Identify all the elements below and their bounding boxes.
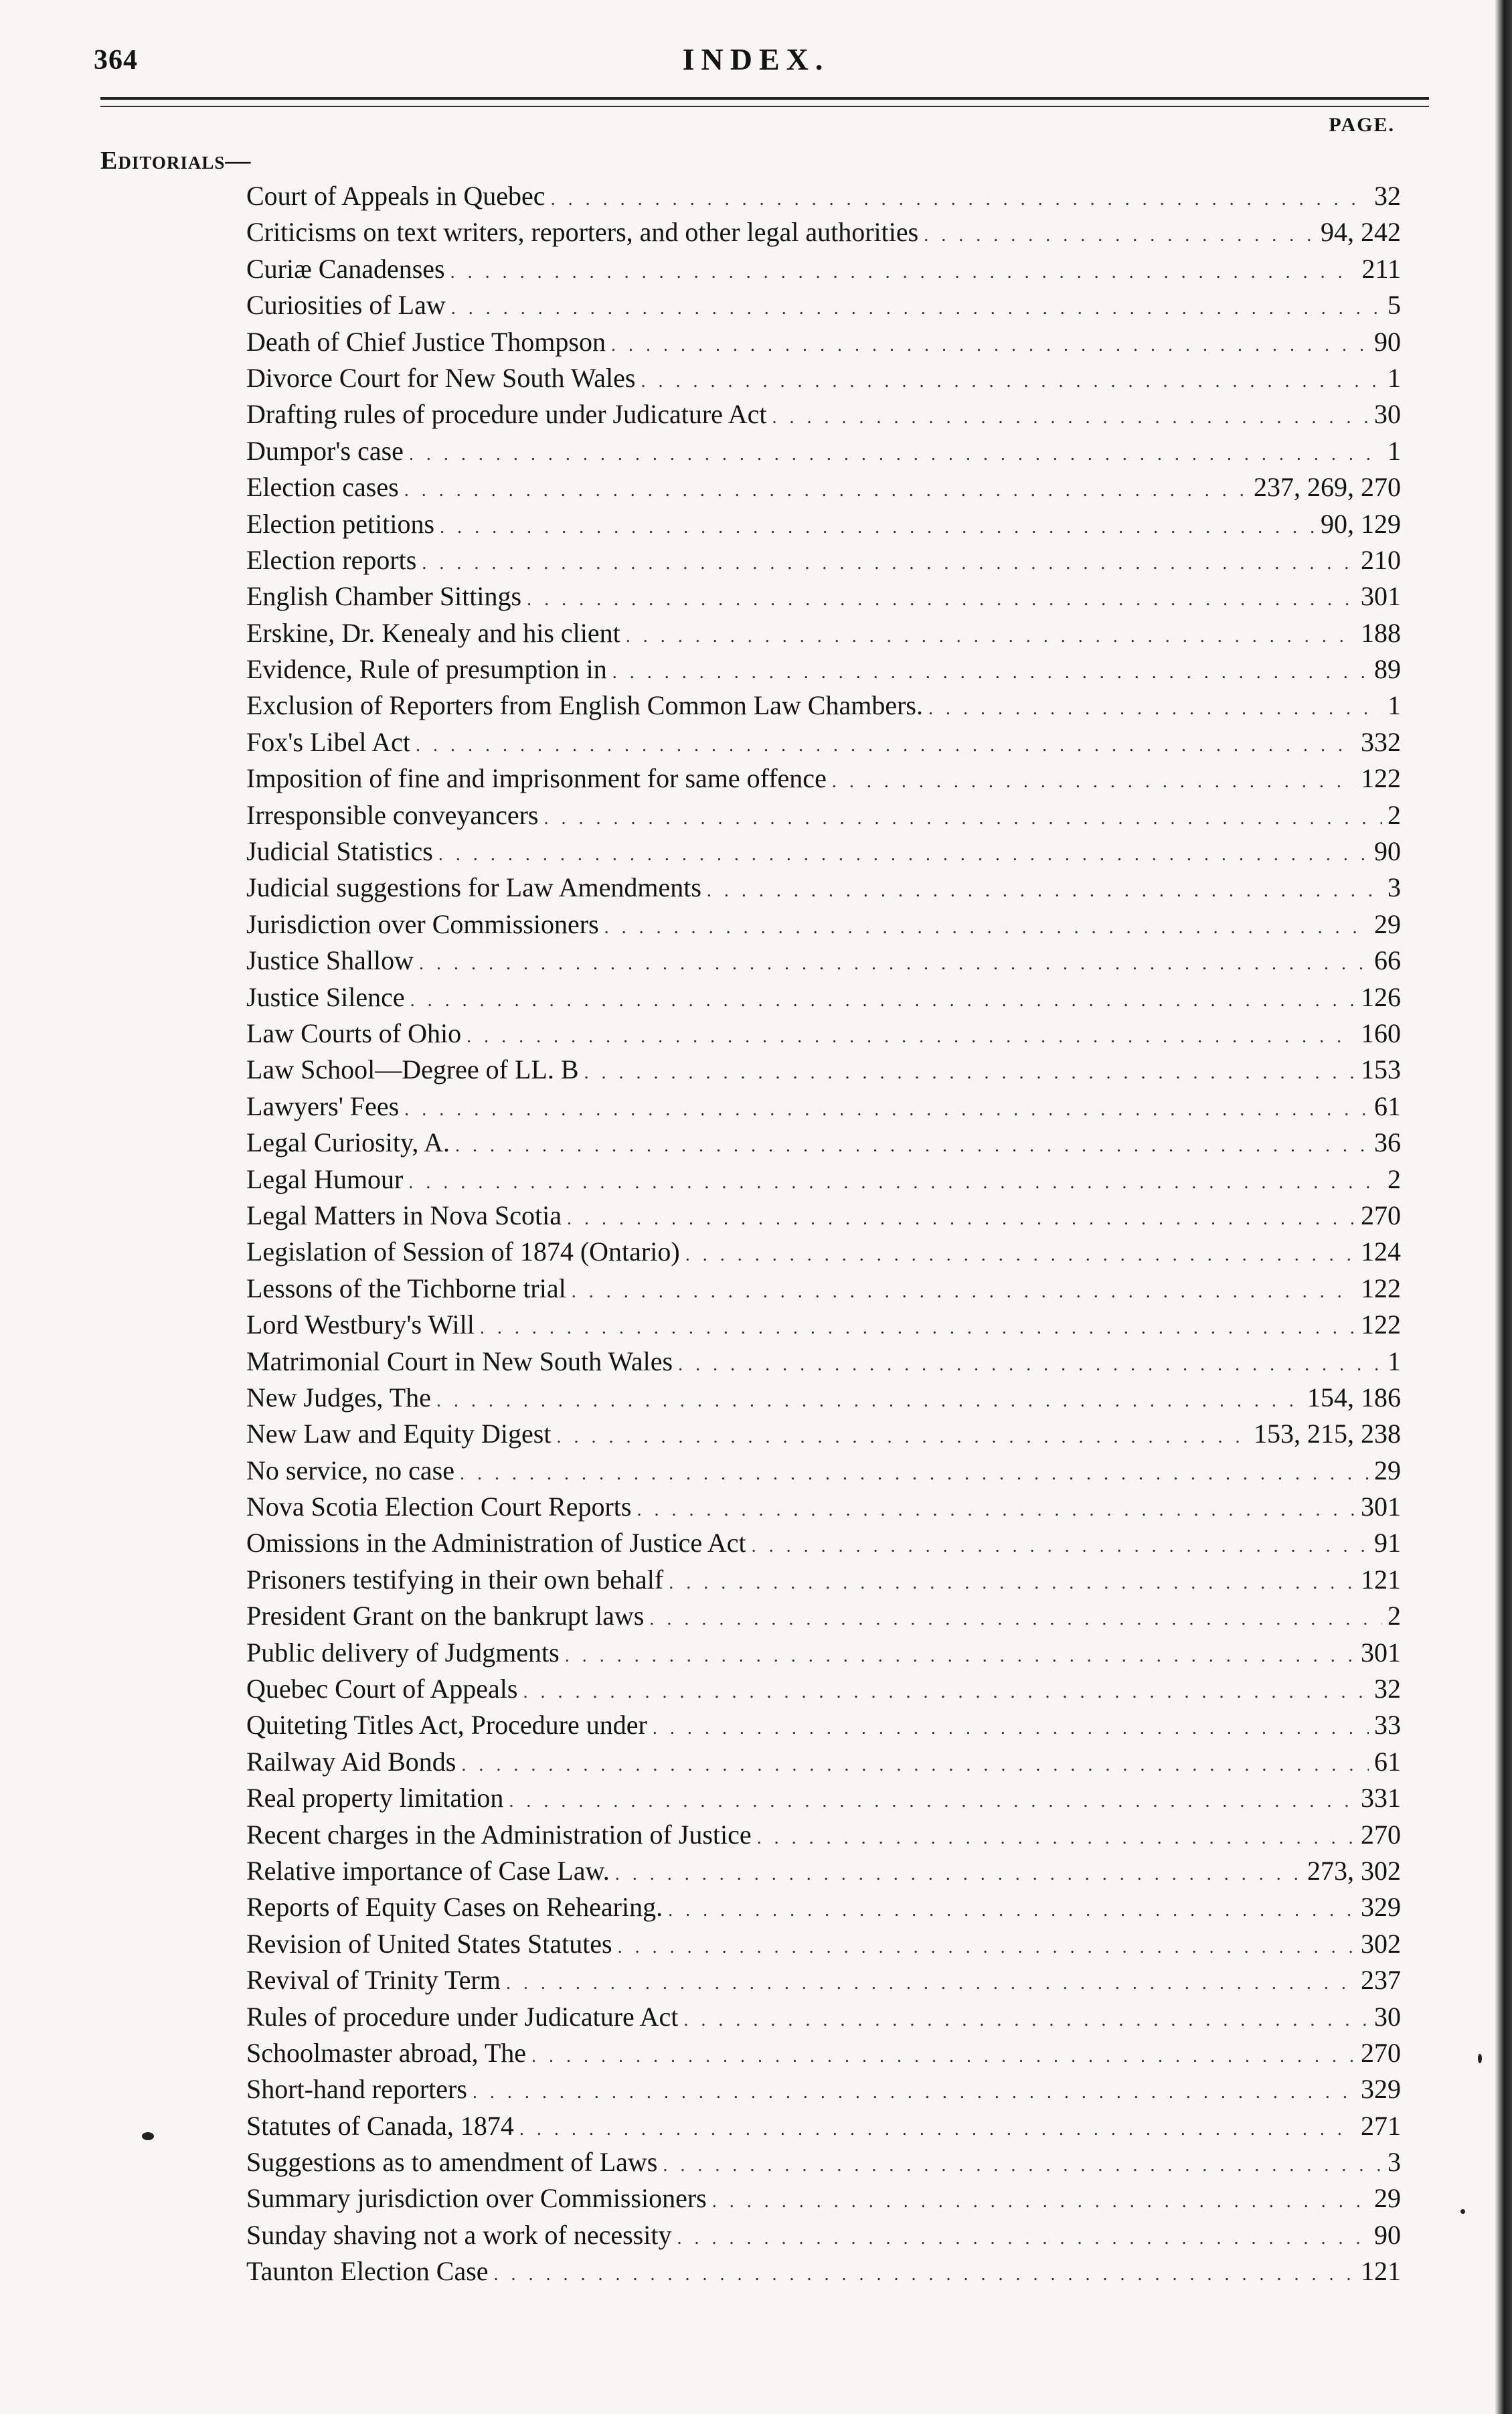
entry-title: Public delivery of Judgments: [246, 1637, 560, 1668]
entry-title: Curiæ Canadenses: [246, 253, 445, 284]
entry-title: Schoolmaster abroad, The: [246, 2037, 527, 2068]
entry-pages: 122: [1361, 1273, 1401, 1303]
entry-pages: 3: [1388, 872, 1401, 903]
dot-leader: [832, 764, 1355, 800]
entry-title: Justice Shallow: [246, 945, 414, 976]
index-entry: [246, 1344, 1401, 1380]
entry-pages: 273, 302: [1307, 1855, 1401, 1886]
entry-pages: 30: [1374, 2001, 1401, 2032]
entry-pages: 301: [1361, 1637, 1401, 1668]
entry-pages: 122: [1361, 763, 1401, 794]
entry-title: President Grant on the bankrupt laws: [246, 1601, 645, 1631]
header-rule: [100, 97, 1429, 100]
index-entry: [246, 469, 1401, 505]
page-number: 364: [94, 45, 138, 76]
dot-leader: [584, 1055, 1355, 1091]
entry-pages: 124: [1361, 1236, 1401, 1267]
dot-leader: [604, 910, 1369, 946]
index-entry: [246, 1052, 1401, 1088]
entry-title: Railway Aid Bonds: [246, 1746, 456, 1777]
entry-pages: 270: [1361, 1819, 1401, 1850]
entry-pages: 270: [1361, 1200, 1401, 1230]
page-column-label: PAGE.: [1329, 114, 1395, 136]
entry-pages: 66: [1374, 945, 1401, 976]
dot-leader: [460, 1456, 1369, 1492]
dot-leader: [455, 1128, 1369, 1164]
index-entry: [246, 833, 1401, 870]
dot-leader: [422, 546, 1355, 582]
index-entry: [246, 506, 1401, 542]
entry-pages: 211: [1361, 253, 1401, 284]
entry-title: Reports of Equity Cases on Rehearing.: [246, 1892, 663, 1923]
entry-pages: 302: [1361, 1928, 1401, 1959]
index-entry: [246, 1016, 1401, 1052]
entry-title: Judicial Statistics: [246, 836, 433, 867]
entry-pages: 1: [1388, 1346, 1401, 1376]
index-entry: [246, 1161, 1401, 1198]
dot-leader: [678, 1347, 1382, 1383]
entry-title: Justice Silence: [246, 981, 405, 1012]
index-entry: [246, 1125, 1401, 1161]
index-entry: [246, 1817, 1401, 1853]
index-entry: [246, 1198, 1401, 1234]
dot-leader: [683, 2002, 1369, 2038]
dot-leader: [419, 946, 1369, 982]
header-rule-thin: [100, 106, 1429, 107]
entry-title: Criticisms on text writers, reporters, and other legal authorities: [246, 217, 919, 248]
entry-pages: 121: [1361, 2256, 1401, 2287]
dot-leader: [556, 1419, 1248, 1455]
entry-pages: 329: [1361, 1892, 1401, 1923]
dot-leader: [649, 1601, 1382, 1637]
entry-pages: 2: [1388, 1601, 1401, 1631]
index-entry: [246, 1562, 1401, 1598]
dot-leader: [404, 1092, 1369, 1128]
index-entry: [246, 1489, 1401, 1525]
index-entry: [246, 1853, 1401, 1889]
entry-title: Omissions in the Administration of Justice Act: [246, 1528, 746, 1558]
index-entry: [246, 1926, 1401, 1962]
dot-leader: [572, 1274, 1355, 1310]
entry-title: New Law and Equity Digest: [246, 1419, 552, 1449]
dot-leader: [509, 1783, 1355, 1820]
entry-title: Erskine, Dr. Kenealy and his client: [246, 617, 620, 648]
entry-pages: 160: [1361, 1018, 1401, 1048]
entry-title: Nova Scotia Election Court Reports: [246, 1492, 632, 1522]
index-entry: [246, 906, 1401, 943]
dot-leader: [611, 327, 1369, 364]
index-entry: [246, 615, 1401, 651]
dot-leader: [565, 1638, 1355, 1674]
index-entry: [246, 578, 1401, 615]
dot-leader: [523, 1674, 1369, 1710]
entry-title: Quebec Court of Appeals: [246, 1674, 518, 1704]
dot-leader: [473, 2075, 1355, 2111]
entry-pages: 1: [1388, 362, 1401, 393]
entry-title: Drafting rules of procedure under Judicature Act: [246, 399, 767, 430]
index-entry: [246, 214, 1401, 250]
entry-pages: 29: [1374, 908, 1401, 939]
index-entry: [246, 1525, 1401, 1561]
entry-pages: 210: [1361, 544, 1401, 575]
index-entry: [246, 2217, 1401, 2253]
entry-pages: 2: [1388, 1163, 1401, 1194]
index-entry: [246, 688, 1401, 724]
index-entry: [246, 1744, 1401, 1780]
dot-leader: [612, 655, 1369, 691]
index-entry: [246, 1999, 1401, 2035]
entry-title: Election petitions: [246, 508, 435, 539]
index-entry: [246, 1707, 1401, 1743]
entry-title: Judicial suggestions for Law Amendments: [246, 872, 701, 903]
entry-pages: 90: [1374, 2219, 1401, 2250]
entry-pages: 91: [1374, 1528, 1401, 1558]
dot-leader: [677, 2221, 1369, 2257]
dot-leader: [451, 291, 1382, 327]
index-entry: [246, 651, 1401, 688]
entry-title: Law School—Degree of LL. B: [246, 1054, 579, 1085]
index-entry: [246, 2253, 1401, 2289]
dot-leader: [924, 218, 1315, 254]
entry-title: Legal Humour: [246, 1163, 404, 1194]
entry-pages: 5: [1388, 290, 1401, 321]
dot-leader: [450, 254, 1357, 291]
dot-leader: [928, 691, 1382, 727]
entry-pages: 126: [1361, 981, 1401, 1012]
dot-leader: [408, 1165, 1382, 1201]
entry-pages: 122: [1361, 1309, 1401, 1340]
index-entry: [246, 1598, 1401, 1634]
entry-title: New Judges, The: [246, 1382, 431, 1413]
dot-leader: [653, 1710, 1369, 1747]
index-entries: [246, 178, 1401, 2290]
entry-pages: 301: [1361, 1492, 1401, 1522]
dot-leader: [543, 801, 1382, 837]
entry-pages: 89: [1374, 654, 1401, 685]
running-head: INDEX.: [682, 42, 830, 76]
entry-title: Fox's Libel Act: [246, 726, 410, 757]
entry-pages: 61: [1374, 1746, 1401, 1777]
index-entry: [246, 1780, 1401, 1816]
entry-title: Legal Matters in Nova Scotia: [246, 1200, 562, 1230]
dot-leader: [757, 1820, 1355, 1856]
entry-title: Quiteting Titles Act, Procedure under: [246, 1710, 647, 1741]
index-entry: [246, 2108, 1401, 2144]
dot-leader: [436, 1383, 1302, 1419]
entry-title: Rules of procedure under Judicature Act: [246, 2001, 679, 2032]
entry-pages: 331: [1361, 1783, 1401, 1814]
dot-leader: [506, 1965, 1355, 2002]
entry-pages: 32: [1374, 1674, 1401, 1704]
entry-pages: 237, 269, 270: [1254, 472, 1401, 503]
dot-leader: [668, 1893, 1355, 1929]
index-entry: [246, 1271, 1401, 1307]
entry-title: No service, no case: [246, 1455, 454, 1485]
dot-leader: [626, 619, 1355, 655]
index-entry: [246, 2035, 1401, 2071]
ink-speck: [1460, 2209, 1465, 2214]
entry-title: Lessons of the Tichborne trial: [246, 1273, 566, 1303]
entry-pages: 61: [1374, 1091, 1401, 1121]
dot-leader: [527, 582, 1355, 618]
index-entry: [246, 1380, 1401, 1416]
dot-leader: [531, 2038, 1355, 2075]
dot-leader: [410, 983, 1355, 1019]
section-heading: Editorials—: [100, 147, 252, 175]
entry-title: Curiosities of Law: [246, 290, 446, 321]
dot-leader: [461, 1747, 1369, 1783]
entry-title: Lawyers' Fees: [246, 1091, 400, 1121]
entry-pages: 332: [1361, 726, 1401, 757]
entry-pages: 29: [1374, 2183, 1401, 2214]
dot-leader: [567, 1201, 1355, 1237]
entry-title: Legislation of Session of 1874 (Ontario): [246, 1236, 680, 1267]
entry-pages: 188: [1361, 617, 1401, 648]
dot-leader: [663, 2148, 1382, 2184]
dot-leader: [618, 1929, 1355, 1965]
entry-title: Imposition of fine and imprisonment for same offence: [246, 763, 827, 794]
entry-pages: 237: [1361, 1965, 1401, 1996]
entry-pages: 1: [1388, 435, 1401, 466]
index-entry: [246, 2071, 1401, 2107]
dot-leader: [707, 873, 1382, 909]
entry-pages: 30: [1374, 399, 1401, 430]
entry-title: Election cases: [246, 472, 399, 503]
index-entry: [246, 1089, 1401, 1125]
entry-title: Divorce Court for New South Wales: [246, 362, 636, 393]
entry-title: Revision of United States Statutes: [246, 1928, 612, 1959]
index-entry: [246, 1962, 1401, 1998]
entry-title: Evidence, Rule of presumption in: [246, 654, 607, 685]
entry-title: Election reports: [246, 544, 417, 575]
entry-title: Jurisdiction over Commissioners: [246, 908, 599, 939]
dot-leader: [637, 1492, 1355, 1528]
index-entry: [246, 1453, 1401, 1489]
dot-leader: [712, 2184, 1369, 2220]
entry-title: Lord Westbury's Will: [246, 1309, 475, 1340]
entry-title: Court of Appeals in Quebec: [246, 181, 545, 211]
index-entry: [246, 760, 1401, 797]
entry-title: Law Courts of Ohio: [246, 1018, 462, 1048]
entry-pages: 3: [1388, 2147, 1401, 2178]
dot-leader: [752, 1528, 1369, 1564]
index-entry: [246, 1234, 1401, 1270]
ink-speck: [142, 2132, 154, 2140]
entry-pages: 29: [1374, 1455, 1401, 1485]
dot-leader: [480, 1310, 1355, 1346]
entry-title: Legal Curiosity, A.: [246, 1127, 450, 1158]
index-entry: [246, 251, 1401, 287]
entry-pages: 271: [1361, 2110, 1401, 2141]
entry-pages: 153: [1361, 1054, 1401, 1085]
index-entry: [246, 2144, 1401, 2180]
index-entry: [246, 1671, 1401, 1707]
entry-title: Summary jurisdiction over Commissioners: [246, 2183, 707, 2214]
dot-leader: [416, 728, 1355, 764]
entry-title: Prisoners testifying in their own behalf: [246, 1564, 664, 1595]
entry-title: Exclusion of Reporters from English Common Law Chambers.: [246, 690, 923, 721]
entry-title: Suggestions as to amendment of Laws: [246, 2147, 658, 2178]
dot-leader: [615, 1856, 1302, 1893]
index-entry: [246, 287, 1401, 323]
index-entry: [246, 870, 1401, 906]
entry-title: Statutes of Canada, 1874: [246, 2110, 514, 2141]
dot-leader: [519, 2111, 1355, 2148]
book-spine-edge: [1495, 0, 1512, 2414]
dot-leader: [494, 2257, 1355, 2293]
entry-title: Death of Chief Justice Thompson: [246, 326, 606, 357]
dot-leader: [467, 1019, 1355, 1055]
entry-pages: 301: [1361, 581, 1401, 612]
dot-leader: [669, 1565, 1355, 1601]
index-entry: [246, 178, 1401, 214]
entry-pages: 2: [1388, 799, 1401, 830]
entry-pages: 90: [1374, 326, 1401, 357]
entry-title: Sunday shaving not a work of necessity: [246, 2219, 672, 2250]
dot-leader: [404, 473, 1248, 509]
dot-leader: [438, 837, 1369, 873]
entry-title: Short-hand reporters: [246, 2074, 467, 2105]
index-entry: [246, 324, 1401, 360]
entry-title: Taunton Election Case: [246, 2256, 489, 2287]
entry-pages: 1: [1388, 690, 1401, 721]
entry-pages: 153, 215, 238: [1254, 1419, 1401, 1449]
index-entry: [246, 360, 1401, 396]
entry-pages: 270: [1361, 2037, 1401, 2068]
entry-pages: 329: [1361, 2074, 1401, 2105]
index-entry: [246, 433, 1401, 469]
index-entry: [246, 1635, 1401, 1671]
index-entry: [246, 943, 1401, 979]
entry-title: Real property limitation: [246, 1783, 504, 1814]
index-entry: [246, 1889, 1401, 1925]
index-entry: [246, 2180, 1401, 2217]
index-entry: [246, 396, 1401, 432]
entry-title: English Chamber Sittings: [246, 581, 522, 612]
dot-leader: [641, 364, 1382, 400]
entry-title: Irresponsible conveyancers: [246, 799, 539, 830]
entry-pages: 121: [1361, 1564, 1401, 1595]
index-entry: [246, 1416, 1401, 1452]
index-entry: [246, 542, 1401, 578]
entry-pages: 33: [1374, 1710, 1401, 1741]
entry-pages: 36: [1374, 1127, 1401, 1158]
dot-leader: [551, 181, 1369, 218]
index-entry: [246, 1307, 1401, 1343]
entry-pages: 32: [1374, 181, 1401, 211]
dot-leader: [772, 400, 1369, 436]
index-entry: [246, 724, 1401, 760]
entry-pages: 90: [1374, 836, 1401, 867]
dot-leader: [409, 436, 1382, 473]
entry-title: Matrimonial Court in New South Wales: [246, 1346, 673, 1376]
index-entry: [246, 979, 1401, 1016]
index-entry: [246, 797, 1401, 833]
entry-title: Recent charges in the Administration of Justice: [246, 1819, 752, 1850]
entry-pages: 94, 242: [1321, 217, 1401, 248]
entry-title: Revival of Trinity Term: [246, 1965, 501, 1996]
dot-leader: [440, 509, 1315, 546]
ink-speck: [1478, 2054, 1482, 2063]
dot-leader: [685, 1237, 1355, 1273]
entry-title: Relative importance of Case Law.: [246, 1855, 610, 1886]
entry-pages: 154, 186: [1307, 1382, 1401, 1413]
entry-title: Dumpor's case: [246, 435, 404, 466]
entry-pages: 90, 129: [1321, 508, 1401, 539]
